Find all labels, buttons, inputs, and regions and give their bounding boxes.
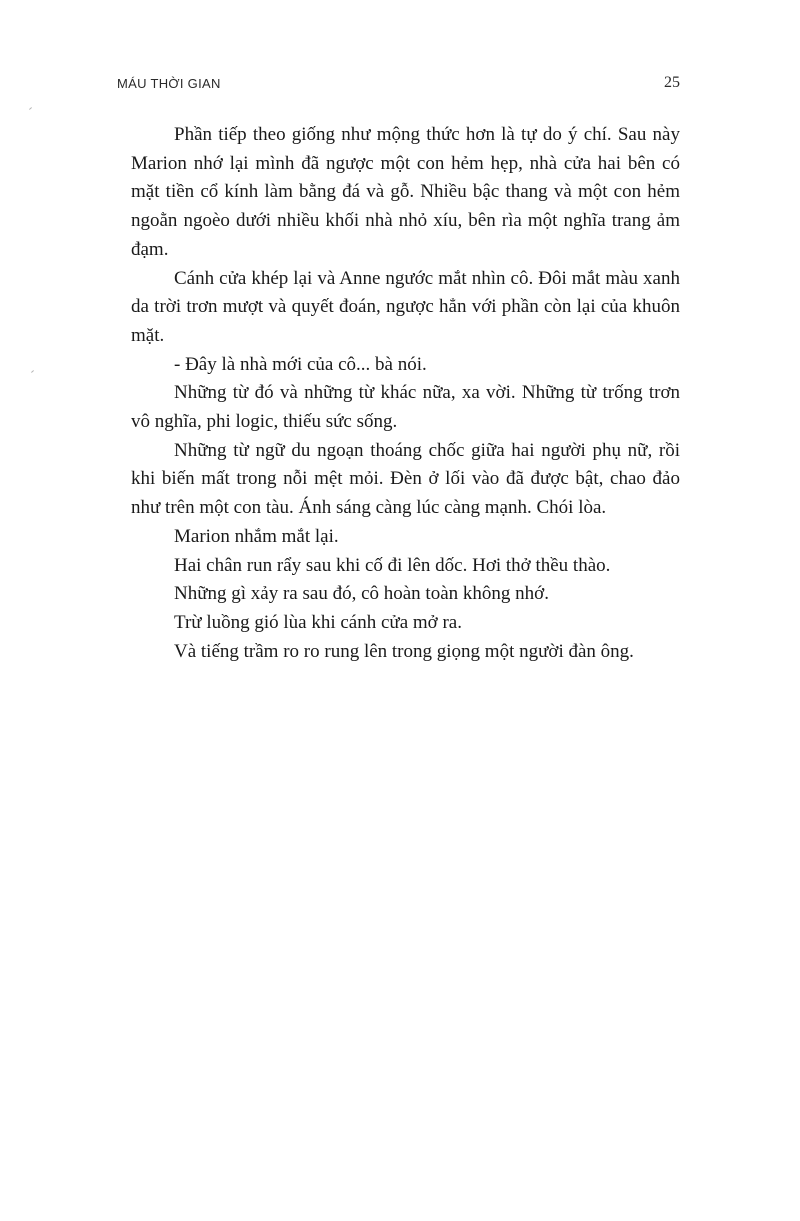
- paragraph: Phần tiếp theo giống như mộng thức hơn là tự do ý chí. Sau này Marion nhớ lại mình đã ngược một con hẻm hẹp, nhà cửa hai bên có mặt tiền cổ kính làm bằng đá và gỗ. Nhiều bậc thang và một con hẻm ngoằn ngoèo dưới nhiều khối nhà nhỏ xíu, bên rìa một nghĩa trang ảm đạm.: [131, 124, 680, 260]
- paragraph: Cánh cửa khép lại và Anne ngước mắt nhìn cô. Đôi mắt màu xanh da trời trơn mượt và quyết đoán, ngược hẳn với phần còn lại của khuôn mặt.: [131, 267, 680, 346]
- body-text: [131, 121, 680, 666]
- scan-speck: [31, 370, 34, 373]
- paragraph: Trừ luồng gió lùa khi cánh cửa mở ra.: [174, 611, 462, 633]
- paragraph: Những từ đó và những từ khác nữa, xa vời. Những từ trống trơn vô nghĩa, phi logic, thiếu sức sống.: [131, 382, 680, 433]
- paragraph: Marion nhắm mắt lại.: [174, 525, 339, 547]
- paragraph: Và tiếng trầm ro ro rung lên trong giọng một người đàn ông.: [174, 640, 634, 662]
- paragraph: Những từ ngữ du ngoạn thoáng chốc giữa hai người phụ nữ, rồi khi biến mất trong nỗi mệt mỏi. Đèn ở lối vào đã được bật, chao đảo như trên một con tàu. Ánh sáng càng lúc càng mạnh. Chói lòa.: [131, 439, 680, 519]
- paragraph: Những gì xảy ra sau đó, cô hoàn toàn không nhớ.: [174, 583, 549, 605]
- paragraph: - Đây là nhà mới của cô... bà nói.: [174, 353, 427, 375]
- scan-speck: [29, 107, 32, 110]
- book-title: MÁU THỜI GIAN: [117, 76, 221, 91]
- paragraph: Hai chân run rẩy sau khi cố đi lên dốc. Hơi thở thều thào.: [174, 554, 611, 576]
- running-header: [117, 74, 680, 98]
- page-number: 25: [664, 74, 680, 91]
